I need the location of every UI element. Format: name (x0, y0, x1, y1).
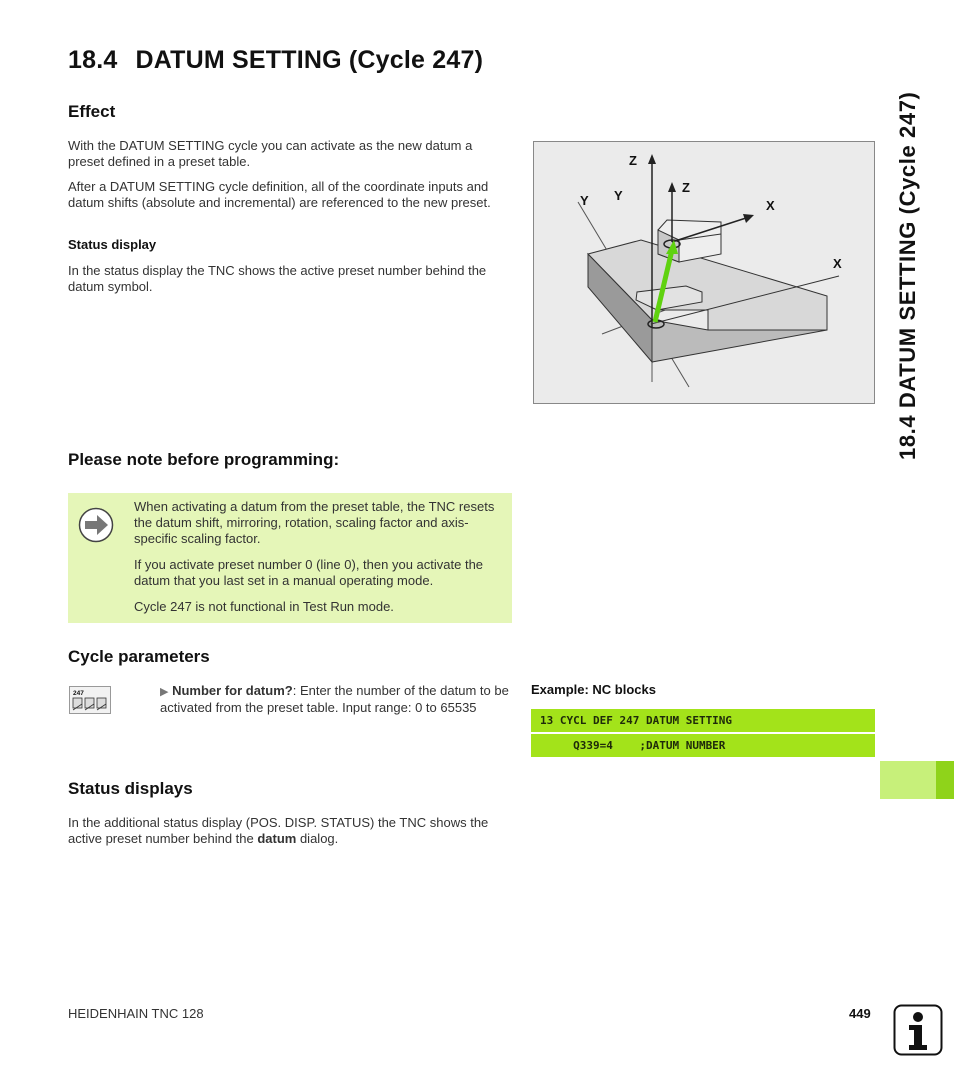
section-title: DATUM SETTING (Cycle 247) (135, 46, 484, 74)
effect-paragraph-2: After a DATUM SETTING cycle definition, all of the coordinate inputs and datum shifts (absolute and incremental) are referenced to the new preset. (68, 179, 491, 210)
side-title-text: 18.4 DATUM SETTING (Cycle 247) (895, 91, 920, 460)
figure-label-z1: Z (629, 153, 637, 168)
effect-paragraph-3: In the status display the TNC shows the active preset number behind the datum symbol. (68, 263, 487, 294)
note-paragraph-3: Cycle 247 is not functional in Test Run mode. (134, 599, 394, 614)
status-display-subheading: Status display (68, 237, 157, 252)
workpiece-diagram (534, 142, 874, 403)
cycle-parameters-heading: Cycle parameters (68, 647, 210, 666)
page-number: 449 (849, 1006, 871, 1021)
example-label: Example: NC blocks (531, 682, 656, 697)
figure-label-z2: Z (682, 180, 690, 195)
status-displays-paragraph (68, 815, 510, 847)
arrow-right-icon (78, 507, 114, 543)
cycle-icon-label: 247 (73, 690, 84, 697)
note-paragraph-2: If you activate preset number 0 (line 0), then you activate the datum that you last set in a manual operating mode. (134, 557, 484, 588)
chapter-tab (880, 761, 954, 799)
figure-label-x1: X (766, 198, 775, 213)
note-paragraph-1: When activating a datum from the preset table, the TNC resets the datum shift, mirroring, rotation, scaling factor and axis-specific scaling factor. (134, 499, 495, 546)
bullet-triangle-icon: ▶ (160, 686, 169, 698)
note-box (68, 493, 512, 623)
status-text-bold: datum (257, 831, 297, 846)
cycle-247-softkey-icon (69, 686, 111, 714)
parameter-q339 (160, 683, 510, 716)
status-text-after: dialog. (296, 831, 339, 846)
page-title (68, 46, 483, 75)
info-icon (893, 1004, 943, 1056)
status-text-before: In the additional status display (POS. DISP. STATUS) the TNC shows the active preset number behind the (68, 815, 489, 846)
nc-block-line-2: Q339=4 ;DATUM NUMBER (531, 734, 875, 757)
figure-label-y2: Y (614, 188, 623, 203)
nc-block-line-1: 13 CYCL DEF 247 DATUM SETTING (531, 709, 875, 732)
figure-label-y1: Y (580, 193, 589, 208)
parameter-name: Number for datum? (172, 683, 293, 698)
parameter-description: : Enter the number of the datum to be activated from the preset table. Input range: 0 to 65535 (160, 683, 509, 715)
status-displays-heading: Status displays (68, 779, 193, 798)
footer-manual-name: HEIDENHAIN TNC 128 (68, 1006, 204, 1021)
note-heading: Please note before programming: (68, 450, 340, 469)
section-number: 18.4 (68, 46, 118, 74)
effect-heading: Effect (68, 102, 116, 121)
figure-label-x2: X (833, 256, 842, 271)
datum-setting-figure (533, 141, 875, 404)
effect-paragraph-1: With the DATUM SETTING cycle you can activate as the new datum a preset defined in a preset table. (68, 138, 473, 169)
